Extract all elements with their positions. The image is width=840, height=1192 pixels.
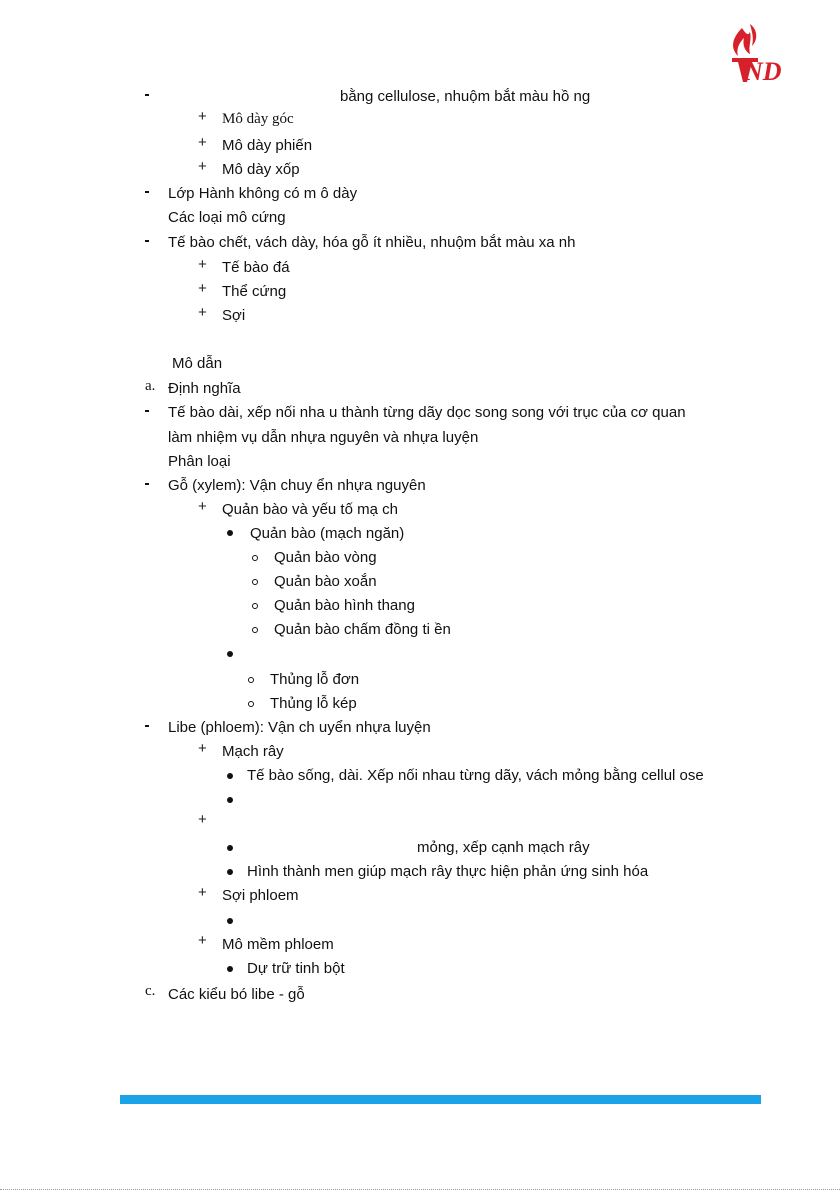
text-line: bằng cellulose, nhuộm bắt màu hồ ng bbox=[340, 88, 591, 105]
circle-bullet bbox=[248, 701, 254, 707]
text-line: Phân loại bbox=[168, 453, 231, 470]
text-line: Mô mềm phloem bbox=[222, 936, 334, 953]
dash-bullet bbox=[145, 725, 149, 727]
torch-flame-tip bbox=[750, 24, 756, 46]
circle-bullet bbox=[252, 579, 258, 585]
logo-text: ND bbox=[744, 57, 782, 86]
text-line: Mạch rây bbox=[222, 743, 284, 760]
text-line: Hình thành men giúp mạch rây thực hiện phản ứng sinh hóa bbox=[247, 863, 649, 880]
circle-bullet bbox=[252, 555, 258, 561]
text-line: Thủng lỗ đơn bbox=[270, 671, 360, 688]
plus-bullet: + bbox=[198, 811, 207, 828]
list-marker: a. bbox=[145, 378, 156, 394]
plus-bullet: + bbox=[198, 158, 207, 175]
dash-bullet bbox=[145, 94, 149, 96]
text-line: làm nhiệm vụ dẫn nhựa nguyên và nhựa luyện bbox=[168, 429, 479, 446]
plus-bullet: + bbox=[198, 280, 207, 297]
plus-bullet: + bbox=[198, 108, 207, 125]
text-line: Tế bào sống, dài. Xếp nối nhau từng dãy, vách mỏng bằng cellul ose bbox=[247, 767, 704, 784]
plus-bullet: + bbox=[198, 884, 207, 901]
footer-accent-bar bbox=[120, 1095, 761, 1104]
text-line: Thể cứng bbox=[222, 283, 287, 300]
text-line: Các loại mô cứng bbox=[168, 209, 286, 226]
torch-icon bbox=[733, 28, 751, 56]
dot-bullet bbox=[227, 845, 233, 851]
text-line: Lớp Hành không có m ô dày bbox=[168, 185, 358, 202]
text-line: Quản bào xoắn bbox=[274, 573, 377, 590]
dash-bullet bbox=[145, 240, 149, 242]
text-line: Tế bào dài, xếp nối nha u thành từng dãy dọc song song với trục của cơ quan bbox=[168, 404, 686, 421]
text-line: Quản bào và yếu tố mạ ch bbox=[222, 501, 398, 518]
text-line: Mô dày phiến bbox=[222, 137, 313, 154]
text-line: mỏng, xếp cạnh mạch rây bbox=[417, 839, 590, 856]
dot-bullet bbox=[227, 918, 233, 924]
section-heading: Mô dẫn bbox=[172, 355, 223, 372]
dot-bullet bbox=[227, 773, 233, 779]
plus-bullet: + bbox=[198, 256, 207, 273]
dot-bullet bbox=[227, 869, 233, 875]
text-line: Quản bào vòng bbox=[274, 549, 377, 566]
text-line: Mô dày xốp bbox=[222, 161, 300, 178]
plus-bullet: + bbox=[198, 498, 207, 515]
text-line: Dự trữ tinh bột bbox=[247, 960, 345, 977]
circle-bullet bbox=[252, 627, 258, 633]
text-line: Gỗ (xylem): Vận chuy ển nhựa nguyên bbox=[168, 477, 426, 494]
dash-bullet bbox=[145, 191, 149, 193]
circle-bullet bbox=[252, 603, 258, 609]
text-line: Quản bào hình thang bbox=[274, 597, 415, 614]
plus-bullet: + bbox=[198, 134, 207, 151]
plus-bullet: + bbox=[198, 740, 207, 757]
text-line: Thủng lỗ kép bbox=[270, 695, 357, 712]
circle-bullet bbox=[248, 677, 254, 683]
dot-bullet bbox=[227, 797, 233, 803]
torch-logo bbox=[728, 22, 782, 86]
dot-bullet bbox=[227, 966, 233, 972]
text-line: Định nghĩa bbox=[168, 380, 241, 397]
text-line: Sợi bbox=[222, 307, 246, 324]
text-line: Tế bào đá bbox=[222, 259, 290, 276]
dot-bullet bbox=[227, 651, 233, 657]
text-line: Sợi phloem bbox=[222, 887, 299, 904]
text-line: Tế bào chết, vách dày, hóa gỗ ít nhiều, nhuộm bắt màu xa nh bbox=[168, 234, 576, 251]
text-line: Quản bào chấm đồng ti ền bbox=[274, 621, 451, 638]
dash-bullet bbox=[145, 410, 149, 412]
plus-bullet: + bbox=[198, 304, 207, 321]
dot-bullet bbox=[227, 530, 233, 536]
text-line: Các kiểu bó libe - gỗ bbox=[168, 986, 305, 1003]
text-line: Mô dày góc bbox=[222, 111, 294, 127]
page-edge-divider bbox=[0, 1189, 840, 1190]
text-line: Libe (phloem): Vận ch uyển nhựa luyện bbox=[168, 719, 431, 736]
plus-bullet: + bbox=[198, 932, 207, 949]
dash-bullet bbox=[145, 483, 149, 485]
text-line: Quản bào (mạch ngăn) bbox=[250, 525, 405, 542]
list-marker: c. bbox=[145, 983, 156, 999]
